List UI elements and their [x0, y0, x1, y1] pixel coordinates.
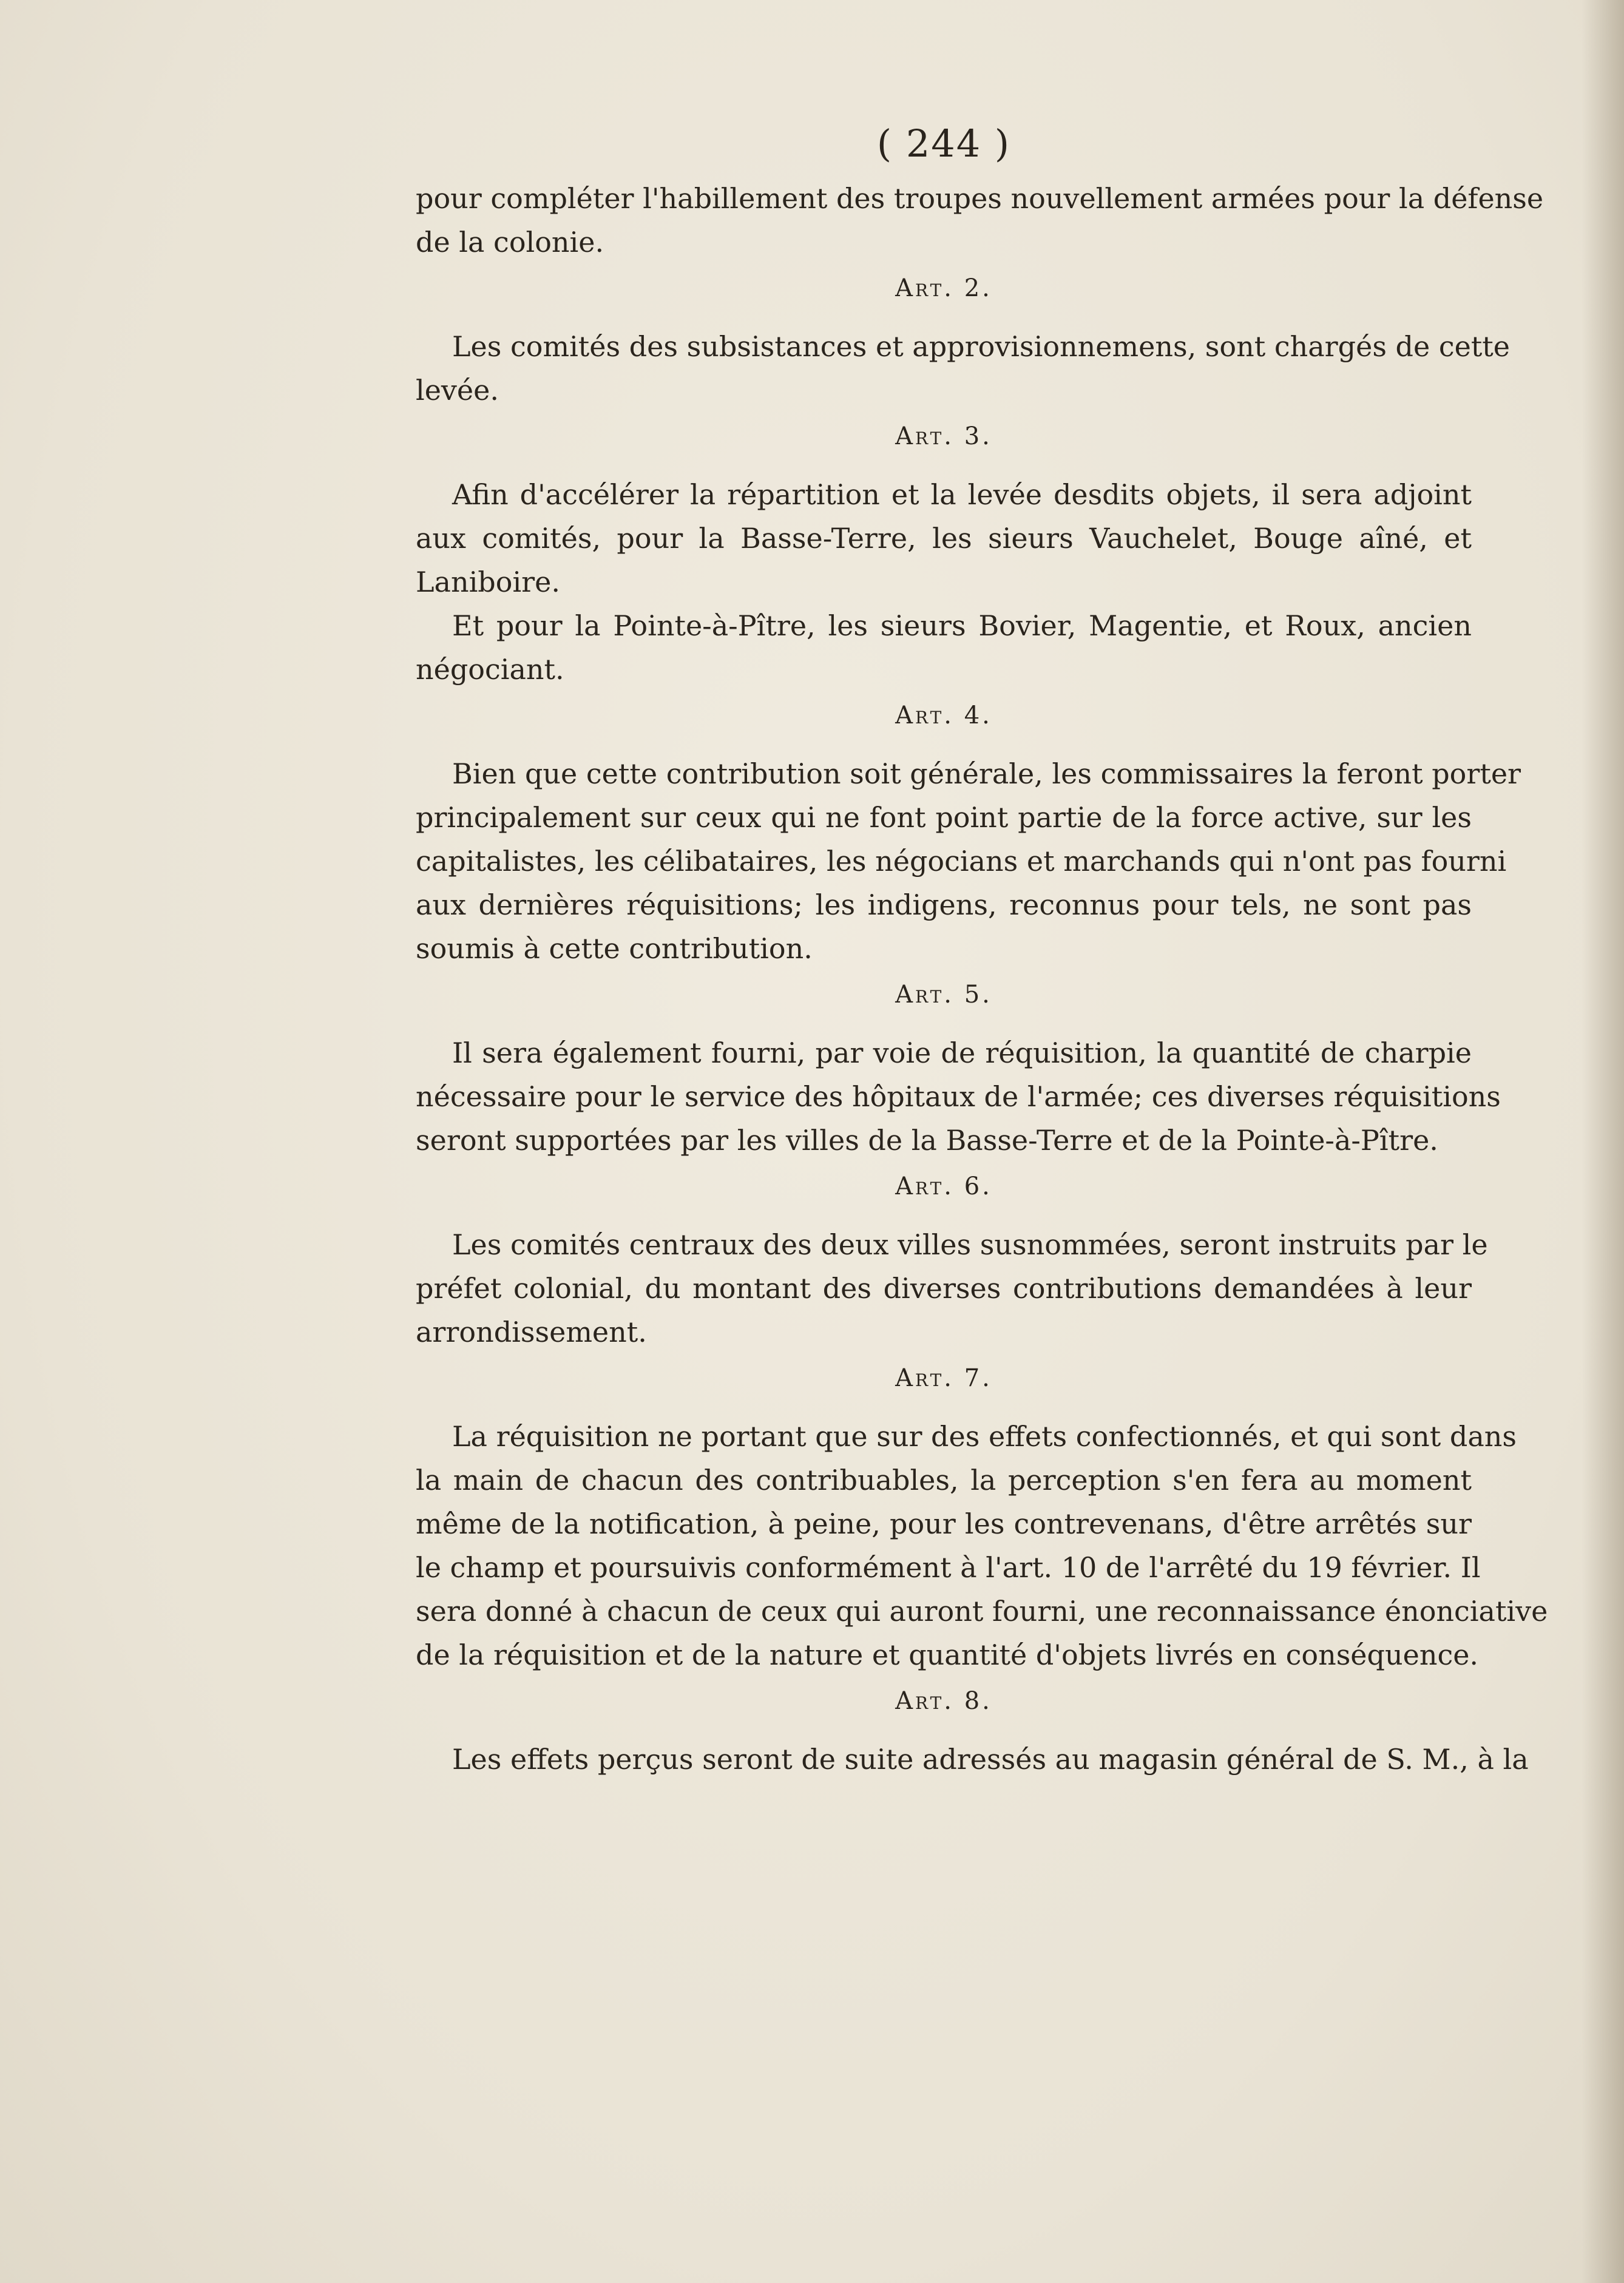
text-line: de la colonie.	[416, 226, 604, 259]
paragraph-continuation	[416, 177, 1544, 264]
article-7-text	[416, 1415, 1548, 1677]
text-line: Et pour la Pointe-à-Pître, les sieurs Bovier, Magentie, et Roux, ancien	[452, 609, 1472, 642]
text-line: Laniboire.	[416, 566, 560, 598]
article-3-text	[416, 473, 1472, 691]
text-line: levée.	[416, 374, 499, 407]
article-6-text	[416, 1223, 1488, 1354]
article-heading-8: Art. 8.	[895, 1687, 992, 1715]
text-line: La réquisition ne portant que sur des effets confectionnés, et qui sont dans	[452, 1420, 1517, 1453]
text-line: capitalistes, les célibataires, les négocians et marchands qui n'ont pas fourni	[416, 845, 1507, 878]
text-line: seront supportées par les villes de la Basse-Terre et de la Pointe-à-Pître.	[416, 1124, 1438, 1157]
text-line: arrondissement.	[416, 1316, 647, 1348]
article-8-text	[416, 1737, 1529, 1781]
text-line: Les effets perçus seront de suite adressés au magasin général de S. M., à la	[452, 1743, 1529, 1776]
text-line: la main de chacun des contribuables, la perception s'en fera au moment	[416, 1464, 1472, 1497]
article-heading-3: Art. 3.	[895, 422, 992, 450]
text-line: préfet colonial, du montant des diverses contributions demandées à leur	[416, 1272, 1472, 1305]
text-line: aux dernières réquisitions; les indigens, reconnus pour tels, ne sont pas	[416, 888, 1472, 921]
article-heading-2: Art. 2.	[895, 274, 992, 302]
text-line: même de la notification, à peine, pour les contrevenans, d'être arrêtés sur	[416, 1507, 1472, 1540]
article-heading-7: Art. 7.	[895, 1364, 992, 1392]
text-line: principalement sur ceux qui ne font point partie de la force active, sur les	[416, 801, 1472, 834]
article-5-text	[416, 1031, 1501, 1162]
page-number: ( 244 )	[876, 121, 1011, 166]
document-body	[416, 121, 1548, 1781]
text-line: sera donné à chacun de ceux qui auront fourni, une reconnaissance énonciative	[416, 1595, 1548, 1628]
text-line: nécessaire pour le service des hôpitaux de l'armée; ces diverses réquisitions	[416, 1080, 1501, 1113]
text-line: Les comités centraux des deux villes susnommées, seront instruits par le	[452, 1228, 1488, 1261]
article-heading-5: Art. 5.	[895, 981, 992, 1009]
text-line: Afin d'accélérer la répartition et la levée desdits objets, il sera adjoint	[452, 478, 1472, 511]
article-2-text	[416, 325, 1511, 412]
page-edge-shadow	[1582, 0, 1624, 2283]
text-line: aux comités, pour la Basse-Terre, les sieurs Vauchelet, Bouge aîné, et	[416, 522, 1472, 555]
text-line: soumis à cette contribution.	[416, 932, 813, 965]
text-line: pour compléter l'habillement des troupes nouvellement armées pour la défense	[416, 182, 1544, 215]
text-line: Il sera également fourni, par voie de réquisition, la quantité de charpie	[452, 1037, 1472, 1069]
text-line: Les comités des subsistances et approvisionnemens, sont chargés de cette	[452, 330, 1511, 363]
article-4-text	[416, 752, 1521, 970]
text-line: le champ et poursuivis conformément à l'art. 10 de l'arrêté du 19 février. Il	[416, 1551, 1481, 1584]
text-line: négociant.	[416, 653, 564, 686]
text-line: de la réquisition et de la nature et quantité d'objets livrés en conséquence.	[416, 1639, 1479, 1671]
article-heading-4: Art. 4.	[895, 702, 992, 729]
text-line: Bien que cette contribution soit générale, les commissaires la feront porter	[452, 757, 1521, 790]
article-heading-6: Art. 6.	[895, 1172, 992, 1200]
